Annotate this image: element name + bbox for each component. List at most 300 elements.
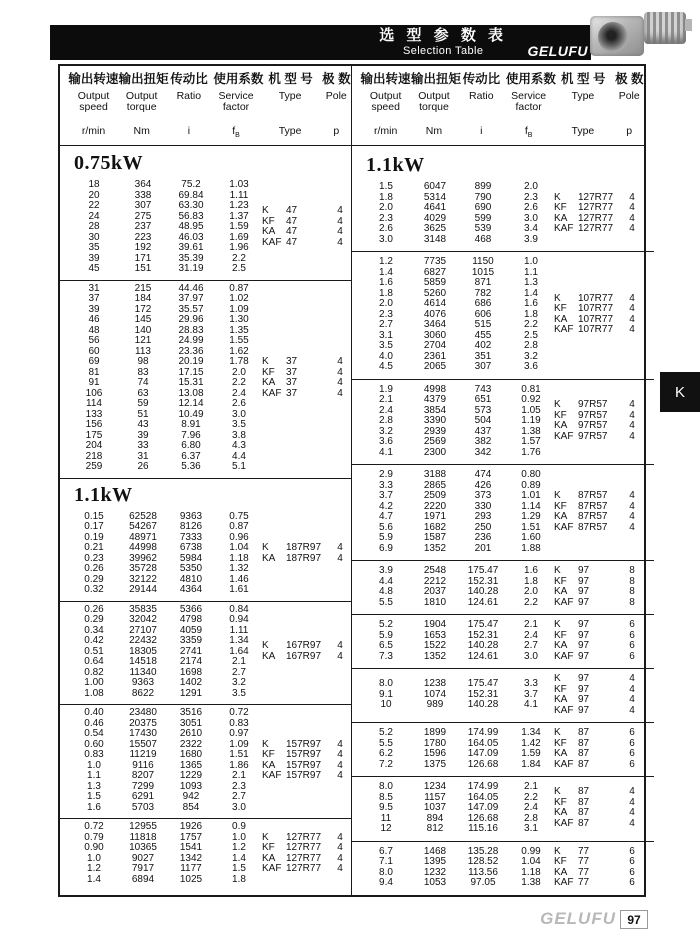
table-row	[68, 678, 262, 689]
data-block	[352, 251, 644, 379]
cell-output-torque: 1352	[423, 542, 447, 554]
cell-service-factor: 4.1	[524, 699, 538, 711]
cell-output-speed: 0.32	[84, 584, 104, 595]
cell-type	[262, 864, 326, 875]
cell-output-speed: 2.4	[379, 404, 393, 416]
table-row	[68, 180, 262, 191]
cell-output-speed: 1.1	[87, 770, 101, 781]
type-row	[262, 238, 354, 249]
cell-output-torque: 2939	[423, 425, 447, 437]
column-header-service-factor: 使用系数	[505, 72, 556, 86]
table-row	[68, 420, 262, 431]
column-header-output-torque: Nm	[133, 125, 150, 137]
cell-service-factor: 3.9	[524, 233, 538, 245]
cell-output-torque: 8622	[131, 687, 155, 699]
cell-service-factor: 3.0	[232, 801, 246, 813]
type-size: 157R97	[286, 770, 322, 781]
cell-output-speed: 11	[380, 812, 392, 824]
cell-output-speed: 5.2	[379, 727, 393, 738]
cell-service-factor: 3.2	[232, 677, 246, 688]
column-header-ratio: Ratio	[176, 90, 202, 102]
cell-output-torque: 35835	[129, 603, 157, 615]
cell-pole: 4	[629, 511, 635, 522]
cell-output-torque: 26	[137, 461, 149, 472]
cell-type	[554, 325, 618, 336]
cell-service-factor: 1.19	[521, 415, 541, 426]
type-row	[262, 357, 354, 368]
cell-type	[554, 523, 618, 534]
cell-output-torque: 1653	[423, 629, 447, 641]
cell-type	[262, 389, 326, 400]
type-prefix: KA	[262, 650, 276, 662]
cell-output-torque: 121	[134, 335, 152, 346]
cell-output-speed: 1.6	[379, 277, 393, 288]
cell-output-torque: 1468	[423, 845, 447, 857]
cell-pole: 4	[629, 786, 635, 798]
cell-ratio: 3359	[179, 635, 203, 646]
table-row	[68, 399, 262, 410]
table-row	[360, 598, 554, 609]
table-row	[68, 657, 262, 668]
cell-output-speed: 8.0	[379, 866, 393, 878]
cell-ratio: 1229	[179, 770, 203, 781]
cell-ratio: 2610	[179, 728, 203, 739]
cell-output-speed: 0.17	[84, 521, 104, 532]
column-header-service-factor: Service factor	[511, 90, 547, 113]
column-header-ratio: i	[187, 125, 191, 137]
table-row	[68, 378, 262, 389]
cell-service-factor: 1.46	[229, 573, 249, 585]
column-header-service-factor	[506, 117, 551, 139]
cell-output-speed: 2.0	[379, 298, 393, 309]
cell-pole: 4	[337, 640, 343, 652]
type-prefix: KF	[554, 500, 567, 512]
cell-output-speed: 60	[88, 345, 100, 357]
cell-service-factor: 2.6	[524, 202, 538, 213]
table-row	[360, 749, 554, 760]
cell-ratio: 48.95	[178, 221, 204, 232]
type-size: 87	[578, 807, 590, 819]
data-rows	[68, 284, 262, 473]
cell-service-factor: 1.02	[229, 293, 249, 304]
cell-ratio: 9363	[179, 510, 203, 522]
data-rows	[360, 679, 554, 711]
type-size: 127R77	[578, 212, 614, 224]
cell-output-torque: 44998	[129, 542, 157, 553]
cell-ratio: 686	[474, 298, 492, 309]
type-rows	[554, 620, 646, 662]
cell-service-factor: 1.96	[229, 242, 249, 253]
type-size: 97R57	[578, 430, 608, 442]
type-size: 127R77	[578, 223, 614, 234]
table-body	[352, 146, 644, 895]
data-block	[352, 146, 644, 251]
table-header	[60, 66, 351, 146]
block-content	[360, 847, 644, 889]
cell-output-torque: 1810	[423, 596, 447, 608]
type-rows	[262, 543, 354, 564]
table-row	[68, 441, 262, 452]
data-block	[352, 841, 644, 895]
block-content	[360, 674, 644, 716]
cell-ratio: 174.99	[467, 781, 499, 792]
table-row	[360, 224, 554, 235]
table-row	[360, 362, 554, 373]
cell-service-factor: 3.5	[232, 687, 246, 699]
table-row	[360, 470, 554, 481]
table-row	[68, 875, 262, 886]
type-prefix: KA	[262, 226, 276, 238]
cell-service-factor: 1.86	[229, 759, 249, 771]
cell-output-speed: 3.2	[379, 425, 393, 437]
cell-service-factor: 1.09	[229, 738, 249, 750]
type-size: 37	[286, 356, 298, 367]
cell-service-factor: 1.69	[229, 231, 249, 243]
cell-pole: 4	[629, 683, 635, 695]
cell-output-torque: 35728	[129, 563, 157, 574]
type-prefix: KF	[554, 737, 567, 749]
type-size: 107R77	[578, 292, 614, 304]
cell-output-torque: 140	[134, 324, 152, 336]
cell-ratio: 147.09	[467, 748, 499, 759]
type-size: 47	[286, 205, 298, 217]
cell-pole: 4	[337, 226, 343, 238]
cell-service-factor: 1.60	[521, 532, 541, 543]
table-row	[360, 728, 554, 739]
cell-ratio: 69.84	[178, 189, 204, 201]
table-row	[360, 782, 554, 793]
cell-service-factor: 2.7	[232, 666, 246, 678]
type-row	[554, 641, 646, 652]
block-content	[360, 566, 644, 608]
cell-ratio: 201	[474, 542, 492, 554]
cell-output-speed: 0.40	[84, 707, 104, 718]
type-prefix: KA	[554, 313, 568, 325]
cell-output-torque: 32042	[129, 614, 157, 625]
cell-output-speed: 0.54	[84, 728, 104, 739]
cell-service-factor: 1.04	[229, 542, 249, 553]
cell-output-torque: 9116	[132, 759, 154, 771]
column-header-output-speed: 输出转速	[360, 72, 411, 86]
header-row-en	[360, 87, 644, 117]
data-rows	[360, 385, 554, 459]
table-row	[360, 533, 554, 544]
table-row	[360, 512, 554, 523]
column-header-output-torque: 输出扭矩	[118, 72, 169, 86]
cell-output-speed: 0.29	[84, 573, 104, 585]
type-row	[554, 432, 646, 443]
table-row	[360, 652, 554, 663]
table-row	[68, 803, 262, 814]
type-prefix: KF	[262, 366, 275, 378]
cell-service-factor: 0.75	[229, 510, 249, 522]
cell-ratio: 174.99	[467, 727, 499, 738]
unit-f-subscript: B	[527, 132, 533, 140]
cell-pole: 4	[629, 704, 635, 716]
block-content	[360, 782, 644, 835]
cell-ratio: 942	[182, 791, 200, 802]
cell-service-factor: 2.1	[232, 770, 246, 781]
cell-output-torque: 7299	[131, 780, 155, 792]
type-size: 157R97	[286, 738, 322, 750]
cell-output-torque: 1596	[423, 748, 447, 759]
cell-service-factor: 1.38	[521, 877, 541, 888]
cell-ratio: 4810	[179, 573, 203, 585]
type-prefix: KAF	[554, 650, 574, 662]
cell-ratio: 5.36	[181, 461, 201, 472]
data-block	[352, 776, 644, 841]
cell-ratio: 250	[474, 521, 492, 533]
column-header-pole: 极 数	[322, 72, 351, 86]
cell-pole: 4	[337, 356, 343, 367]
cell-output-speed: 1.8	[379, 191, 393, 203]
cell-output-torque: 5703	[131, 801, 155, 813]
table-row	[68, 792, 262, 803]
cell-output-speed: 0.90	[84, 842, 104, 853]
cell-service-factor: 1.61	[229, 584, 249, 595]
type-size: 77	[578, 877, 590, 888]
cell-output-torque: 2037	[423, 586, 447, 597]
cell-output-torque: 113	[135, 345, 151, 357]
cell-output-speed: 4.1	[379, 446, 393, 458]
cell-service-factor: 3.2	[524, 350, 538, 362]
cell-output-speed: 5.9	[379, 532, 393, 543]
cell-type	[554, 652, 618, 663]
cell-output-torque: 8207	[131, 770, 155, 781]
type-rows	[262, 357, 354, 399]
cell-output-torque: 7917	[131, 863, 155, 874]
cell-ratio: 44.46	[178, 282, 204, 294]
type-row	[262, 389, 354, 400]
cell-output-torque: 27107	[129, 624, 157, 636]
type-prefix: KA	[554, 640, 568, 651]
type-prefix: KF	[262, 842, 275, 853]
type-prefix: KF	[554, 202, 567, 213]
power-section-title: 1.1kW	[366, 154, 425, 176]
cell-output-speed: 3.1	[379, 329, 393, 341]
type-row	[554, 819, 646, 830]
data-rows	[360, 257, 554, 373]
cell-ratio: 63.30	[178, 200, 204, 211]
cell-output-speed: 7.1	[379, 856, 393, 867]
cell-pole: 6	[629, 629, 635, 641]
cell-service-factor: 1.11	[229, 624, 249, 636]
header-title	[379, 27, 507, 57]
type-size: 127R77	[286, 831, 322, 843]
cell-output-torque: 6894	[131, 873, 155, 885]
cell-service-factor: 3.3	[524, 678, 538, 690]
cell-output-torque: 223	[134, 231, 152, 243]
cell-output-torque: 43	[137, 419, 149, 430]
cell-type	[554, 706, 618, 717]
type-prefix: KF	[262, 215, 275, 227]
cell-ratio: 1025	[179, 873, 203, 885]
cell-output-speed: 3.0	[379, 233, 393, 245]
type-size: 87R57	[578, 490, 608, 501]
cell-service-factor: 1.78	[229, 356, 249, 367]
table-panel-right	[352, 66, 644, 895]
cell-pole: 4	[629, 202, 635, 213]
block-content	[68, 284, 351, 473]
table-row	[360, 544, 554, 555]
cell-ratio: 1680	[179, 749, 203, 760]
cell-ratio: 35.39	[178, 252, 204, 264]
data-block	[352, 560, 644, 614]
data-rows	[68, 512, 262, 596]
cell-output-torque: 237	[134, 221, 152, 232]
type-prefix: K	[554, 845, 561, 857]
type-prefix: KA	[262, 377, 276, 388]
cell-service-factor: 2.0	[524, 181, 538, 192]
type-size: 87	[578, 786, 590, 798]
header-row-units	[68, 117, 351, 139]
cell-service-factor: 1.0	[232, 831, 246, 843]
cell-pole: 6	[629, 866, 635, 878]
cell-output-torque: 2865	[423, 479, 447, 491]
cell-output-speed: 6.5	[379, 640, 393, 651]
cell-output-speed: 20	[88, 189, 100, 201]
column-header-type: 机 型 号	[561, 72, 606, 86]
cell-service-factor: 3.0	[524, 212, 538, 224]
cell-service-factor: 1.59	[229, 221, 249, 232]
cell-service-factor: 1.8	[524, 308, 538, 320]
cell-ratio: 128.52	[467, 856, 499, 867]
unit-f: f	[232, 125, 236, 137]
table-row	[68, 689, 262, 700]
cell-output-speed: 46	[88, 314, 100, 325]
cell-service-factor: 2.8	[524, 812, 538, 824]
cell-output-speed: 4.4	[379, 575, 393, 587]
type-prefix: KAF	[554, 758, 574, 770]
type-row	[554, 760, 646, 771]
type-size: 127R77	[578, 202, 614, 213]
cell-output-torque: 48971	[129, 531, 157, 543]
cell-output-torque: 1352	[423, 650, 447, 662]
type-prefix: KAF	[554, 521, 574, 533]
cell-output-torque: 2509	[423, 490, 447, 501]
block-content	[360, 182, 644, 245]
cell-output-torque: 171	[134, 252, 152, 264]
cell-pole: 4	[337, 236, 343, 248]
table-row	[360, 278, 554, 289]
cell-service-factor: 5.1	[232, 461, 246, 472]
cell-output-torque: 1971	[423, 511, 447, 522]
cell-service-factor: 1.4	[232, 852, 246, 864]
table-header	[352, 66, 644, 146]
cell-service-factor: 0.9	[232, 821, 246, 832]
cell-ratio: 236	[474, 532, 492, 543]
cell-ratio: 437	[474, 425, 492, 437]
cell-output-speed: 1.2	[379, 256, 393, 267]
cell-service-factor: 1.42	[521, 737, 541, 749]
table-row	[360, 857, 554, 868]
cell-ratio: 124.61	[467, 596, 499, 608]
cell-output-torque: 51	[137, 408, 149, 420]
column-header-ratio: Ratio	[469, 90, 494, 102]
cell-output-torque: 11818	[129, 831, 157, 843]
cell-ratio: 7333	[179, 531, 203, 543]
cell-service-factor: 1.5	[232, 863, 246, 874]
cell-service-factor: 0.87	[229, 282, 249, 294]
cell-output-speed: 1.0	[87, 759, 101, 771]
cell-ratio: 651	[474, 394, 492, 405]
cell-service-factor: 1.88	[521, 542, 541, 554]
cell-ratio: 17.15	[178, 366, 204, 378]
cell-ratio: 152.31	[467, 688, 499, 700]
cell-pole: 6	[629, 856, 635, 867]
cell-output-torque: 1238	[423, 678, 447, 690]
type-prefix: KA	[554, 511, 568, 522]
cell-output-torque: 5859	[423, 277, 447, 288]
cell-output-torque: 894	[426, 812, 444, 824]
type-rows	[554, 193, 646, 235]
table-row	[360, 299, 554, 310]
cell-output-torque: 338	[134, 189, 152, 201]
table-row	[68, 843, 262, 854]
type-rows	[554, 674, 646, 716]
cell-ratio: 140.28	[467, 586, 499, 597]
cell-service-factor: 1.35	[229, 324, 249, 336]
cell-pole: 4	[629, 399, 635, 411]
table-row	[360, 341, 554, 352]
cell-output-torque: 1375	[423, 758, 447, 770]
type-size: 87	[578, 758, 590, 770]
cell-ratio: 4059	[179, 624, 203, 636]
cell-service-factor: 1.29	[521, 511, 541, 522]
cell-pole: 4	[629, 303, 635, 315]
cell-ratio: 126.68	[467, 758, 499, 770]
type-prefix: K	[262, 542, 269, 553]
cell-output-speed: 8.0	[379, 678, 393, 690]
type-prefix: KF	[554, 629, 567, 641]
cell-output-speed: 5.9	[379, 629, 393, 641]
cell-type	[554, 760, 618, 771]
cell-ratio: 606	[474, 308, 492, 320]
block-content	[68, 708, 351, 813]
cell-output-torque: 3060	[423, 329, 447, 341]
cell-output-torque: 2704	[423, 340, 447, 351]
cell-output-torque: 98	[137, 356, 149, 367]
type-size: 37	[286, 377, 298, 388]
cell-ratio: 2322	[179, 738, 203, 750]
type-row	[262, 771, 354, 782]
column-header-type: Type	[571, 90, 595, 102]
type-prefix: K	[554, 727, 561, 738]
cell-pole: 6	[629, 640, 635, 651]
cell-output-speed: 2.1	[379, 394, 393, 405]
cell-output-speed: 0.64	[84, 656, 104, 667]
type-rows	[554, 728, 646, 770]
cell-ratio: 152.31	[467, 629, 499, 641]
cell-ratio: 351	[474, 350, 492, 362]
type-prefix: KF	[554, 303, 567, 315]
table-row	[360, 416, 554, 427]
cell-output-speed: 133	[85, 408, 103, 420]
cell-output-torque: 1522	[423, 640, 447, 651]
cell-output-torque: 3188	[423, 469, 447, 480]
cell-service-factor: 1.03	[229, 179, 249, 190]
cell-output-torque: 32122	[129, 573, 157, 585]
cell-ratio: 1541	[179, 842, 203, 853]
type-prefix: K	[554, 619, 561, 630]
cell-output-speed: 3.7	[379, 490, 393, 501]
cell-pole: 4	[629, 430, 635, 442]
cell-service-factor: 0.72	[229, 707, 249, 718]
type-row	[554, 325, 646, 336]
type-prefix: K	[554, 565, 561, 576]
page-number: 97	[620, 910, 648, 929]
cell-service-factor: 0.81	[521, 383, 541, 395]
